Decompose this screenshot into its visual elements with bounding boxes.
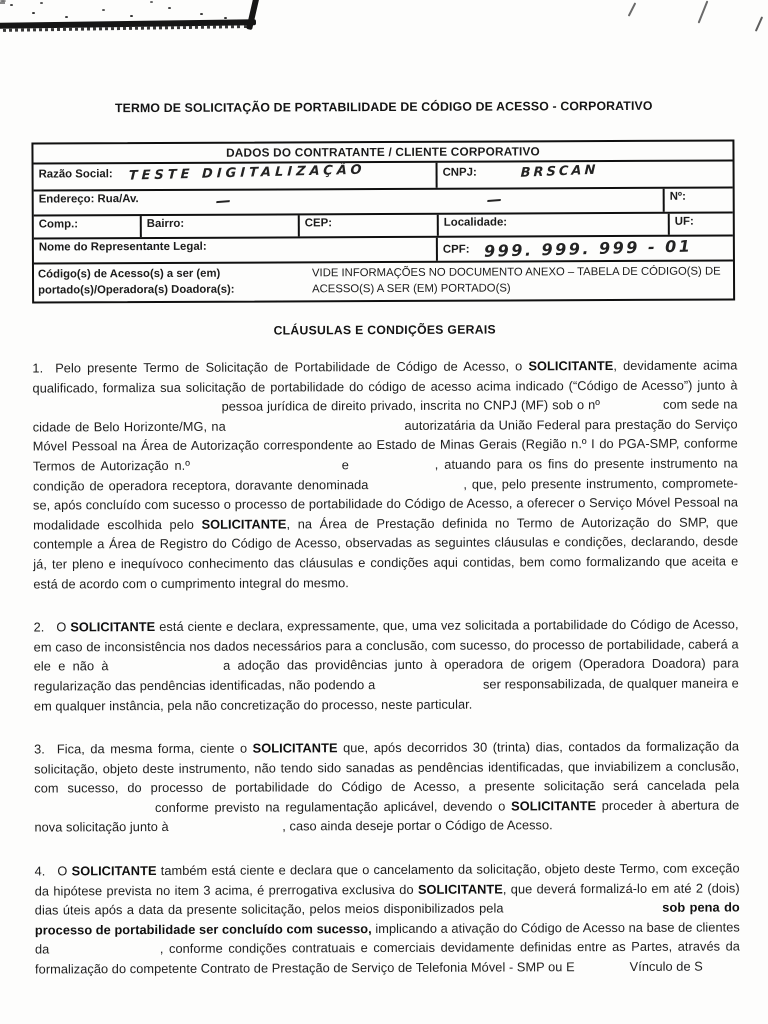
clause-1: 1. Pelo presente Termo de Solicitação de Portabilidade de Código de Acesso, o SOLICITANTE, devidamente acima qualificado, formaliza sua solicitação de portabilidade do código de acesso acima indicado (“Código de Acesso”) junto à pessoa jurídica de direito privado, inscrita no CNPJ (MF) sob o nº com sede na cidade de Belo Horizonte/MG, na autorizatária da União Federal para prestação do Serviço Móvel Pessoal na Área de Autorização correspondente ao Estado de Minas Gerais (Região n.º I do PGA-SMP, conforme Termos de Autorização n.º e , atuando para os fins do presente instrumento na condição de operadora receptora, doravante denominada , que, pelo presente instrumento, compromete-se, após concluído com sucesso o processo de portabilidade do Código de Acesso, a oferecer o Serviço Móvel Pessoal na modalidade escolhida pelo SOLICITANTE, na Área de Prestação definida no Termo de Autorização do SMP, que contemple a Área de Registro do Código de Acesso, observadas as seguintes cláusulas e condições, declarando, desde já, ter pleno e inequívoco conhecimento das cláusulas e condições aqui contidas, bem como formalizando que aceita e está de acordo com o cumprimento integral do mesmo. [32,357,739,592]
table-header: DADOS DO CONTRATANTE / CLIENTE CORPORATIVO [226,144,540,160]
cnpj-label: CNPJ: [442,166,477,179]
uf-label: UF: [674,215,694,228]
field-razao-social [34,163,436,190]
blank-field-gap [230,428,400,431]
field-endereco [34,189,663,215]
cnpj-handwritten-value: BRSCAN [520,162,599,181]
blank-field-gap [45,752,57,754]
codigos-acesso-label: Código(s) de Acesso(s) a ser (em) portado(s)/Operadora(s) Doadora(s): [37,267,235,297]
numero-label: Nº: [669,190,686,203]
endereco-label: Endereço: Rua/Av. [38,193,139,206]
document-title: TERMO DE SOLICITAÇÃO DE PORTABILIDADE DE CÓDIGO DE ACESSO - CORPORATIVO [114,98,653,116]
pen-slash-mark [755,16,763,31]
endereco-handwritten-dash: — [485,189,503,210]
cep-label: CEP: [304,217,333,230]
blank-field-gap [604,407,659,409]
blank-field-gap [575,969,630,971]
field-cnpj [436,161,733,187]
blank-field-gap [196,467,336,470]
clause-3: 3. Fica, da mesma forma, ciente o SOLICITANTE que, após decorridos 30 (trinta) dias, contados da formalização da solicitação, objeto deste instrumento, não tendo sido sanadas as pendências identificadas, que inviabilizem a conclusão, com sucesso, do processo de portabilidade do Código de Acesso, a presente solicitação será cancelada pela conforme previsto na regulamentação aplicável, devendo o SOLICITANTE proceder à abertura de nova solicitação junto à , caso ainda deseje portar o Código de Acesso. [34,738,740,836]
razao-social-label: Razão Social: [38,168,113,181]
clauses-section-title: CLÁUSULAS E CONDIÇÕES GERAIS [273,322,496,338]
blank-field-gap [508,910,658,913]
clause-2: 2. O SOLICITANTE está ciente e declara, expressamente, que, uma vez solicitada a portabilidade do Código de Acesso, em caso de inconsistência nos dados necessários para a conclusão, com sucesso, do processo de portabilidade, caberá a ele e não à a adoção das providências junto à operadora de origem (Operadora Doadora) para regularização das pendências identificadas, não podendo a ser responsabilizada, de qualquer maneira e em qualquer instância, pela não concretização do processo, neste particular. [33,616,739,714]
blank-field-gap [34,810,149,813]
blank-field-gap [379,686,479,688]
field-cpf [436,236,733,260]
localidade-label: Localidade: [443,216,508,229]
pen-dot-mark [0,2,5,4]
field-localidade [437,214,668,236]
field-uf [668,213,733,234]
bairro-label: Bairro: [146,217,185,231]
clauses-section [32,355,740,979]
blank-field-gap [116,668,216,670]
blank-field-gap [33,409,218,412]
field-cep [298,215,437,237]
representante-label: Nome do Representante Legal: [38,240,207,254]
blank-field-gap [44,630,56,632]
clause-4: 4. O SOLICITANTE também está ciente e declara que o cancelamento da solicitação, objeto deste Termo, com exceção da hipótese prevista no item 3 acima, é prerrogativa exclusiva do SOLICITANTE, que deverá formalizá-lo em até 2 (dois) dias úteis após a data da presente solicitação, pelos meios disponibilizados pela sob pena do processo de portabilidade ser concluído com sucesso, implicando a ativação do Código de Acesso na base de clientes da , conforme condições contratuais e comerciais devidamente definidas entre as Partes, através da formalização do competente Contrato de Prestação de Serviço de Telefonia Móvel - SMP ou E Vínculo de S [34,860,740,977]
scan-speckles [10,4,13,6]
contractor-data-table [31,139,735,303]
complemento-label: Comp.: [38,218,79,231]
endereco-handwritten-dash: — [215,191,232,211]
blank-field-gap [355,467,435,469]
blank-field-gap [373,486,463,488]
blank-field-gap [172,829,282,831]
razao-social-handwritten-value: TESTE DIGITALIZAÇÃO [128,162,366,184]
document-body [31,0,740,1003]
field-bairro [140,215,298,237]
blank-field-gap [55,951,160,953]
field-representante-legal [34,238,436,263]
codigos-acesso-value: VIDE INFORMAÇÕES NO DOCUMENTO ANEXO – TABELA DE CÓDIGO(S) DE ACESSO(S) A SER (EM) PORTADO(S) [311,265,721,295]
cpf-handwritten-value: 999. 999. 999 - 01 [483,236,693,261]
blank-field-gap [45,873,57,875]
cpf-label: CPF: [442,243,470,256]
field-numero [663,188,733,211]
field-complemento [34,216,140,237]
blank-field-gap [43,370,55,372]
